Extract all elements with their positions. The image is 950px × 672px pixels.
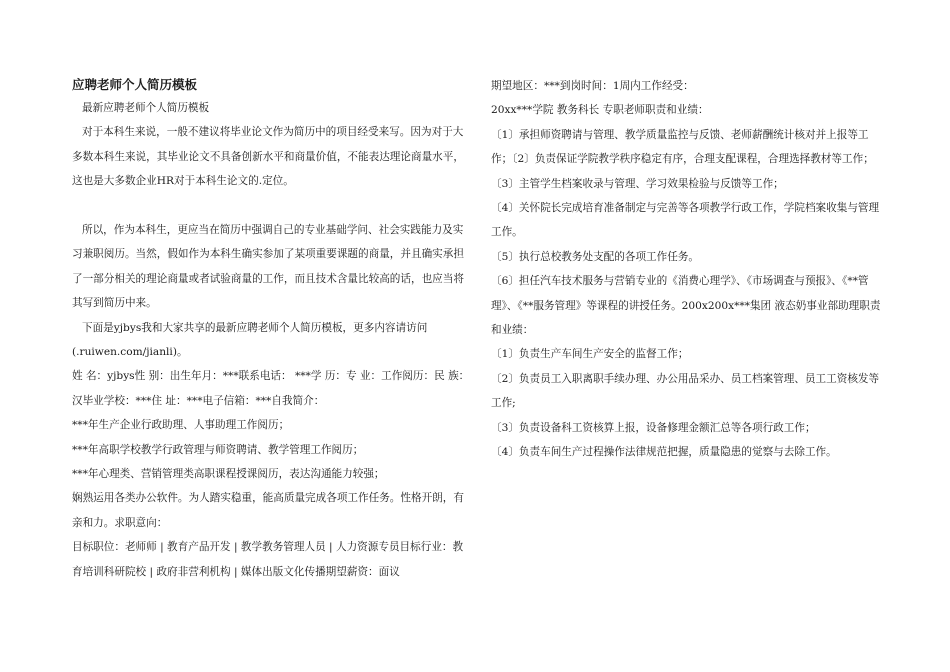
- subtitle: 最新应聘老师个人简历模板: [82, 102, 210, 114]
- duty-item: 〔4〕关怀院长完成培育准备制定与完善等各项教学行政工作，学院档案收集与管理工作。: [491, 202, 880, 239]
- duty-item: 〔3〕主管学生档案收录与管理、学习效果检验与反馈等工作；: [491, 177, 784, 190]
- experience-line-3: ***年心理类、营销管理类高职课程授课阅历，表达沟通能力较强；: [72, 468, 385, 481]
- experience-line-2: ***年高职学校教学行政管理与师资聘请、教学管理工作阅历；: [72, 443, 364, 456]
- right-column: [491, 74, 888, 465]
- experience-line-1: ***年生产企业行政助理、人事助理工作阅历；: [72, 419, 290, 432]
- duty-item: 〔4〕负责车间生产过程操作法律规范把握，质量隐患的觉察与去除工作。: [491, 446, 837, 459]
- duty-item: 〔6〕担任汽车技术服务与营销专业的《消费心理学》、《市场调查与预报》、《**管理》、《**服务管理》等课程的讲授任务。200x200x***集团 液态奶事业部助理职责和业绩：: [491, 275, 881, 337]
- job-target: 目标职位：老师师 | 教育产品开发 | 教学教务管理人员 | 人力资源专员目标行业：教育培训科研院校 | 政府非营利机构 | 媒体出版文化传播期望薪资：面议: [72, 541, 464, 578]
- paragraph-intro: 对于本科生来说，一般不建议将毕业论文作为简历中的项目经受来写。因为对于大多数本科生来说，其毕业论文不具备创新水平和商量价值，不能表达理论商量水平，这也是大多数企业HR对于本科生论文的.定位。: [72, 126, 464, 188]
- paragraph-advice: 所以，作为本科生，更应当在简历中强调自己的专业基础学问、社会实践能力及实习兼职阅历。当然，假如作为本科生确实参加了某项重要课题的商量，并且确实承担了一部分相关的理论商量或者试验商量的工作，而且技术含量比较高的话，也应当将其写到简历中来。: [72, 224, 464, 310]
- duty-item: 〔3〕负责设备科工资核算上报，设备修理金额汇总等各项行政工作；: [491, 421, 816, 434]
- duty-item: 〔5〕执行总校教务处支配的各项工作任务。: [491, 250, 700, 263]
- duty-item: 〔1〕承担师资聘请与管理、教学质量监控与反馈、老师薪酬统计核对并上报等工作；〔2〕负责保证学院教学秩序稳定有序，合理支配课程，合理选择教材等工作；: [491, 128, 874, 166]
- paragraph-share: 下面是yjbys我和大家共享的最新应聘老师个人简历模板，更多内容请访问(.ruiwen.com/jianli)。: [72, 321, 428, 359]
- blank-line: [72, 194, 472, 218]
- self-summary: 娴熟运用各类办公软件。为人踏实稳重，能高质量完成各项工作任务。性格开朗，有亲和力。求职意向：: [72, 492, 464, 529]
- duty-item: 〔1〕负责生产车间生产安全的监督工作；: [491, 348, 689, 361]
- job-entry-1: 20xx***学院 教务科长 专职老师职责和业绩：: [491, 104, 709, 117]
- left-column: [72, 74, 472, 584]
- page-title: 应聘老师个人简历模板: [72, 77, 198, 92]
- personal-info: 姓 名：yjbys性 别：出生年月：***联系电话： ***学 历：专 业：工作阅历：民 族：汉毕业学校：***住 址：***电子信箱：***自我简介：: [72, 370, 470, 407]
- expected-region: 期望地区：***到岗时间：1周内工作经受：: [491, 80, 694, 92]
- duty-item: 〔2〕负责员工入职离职手续办理、办公用品采办、员工档案管理、员工工资核发等工作;: [491, 372, 880, 410]
